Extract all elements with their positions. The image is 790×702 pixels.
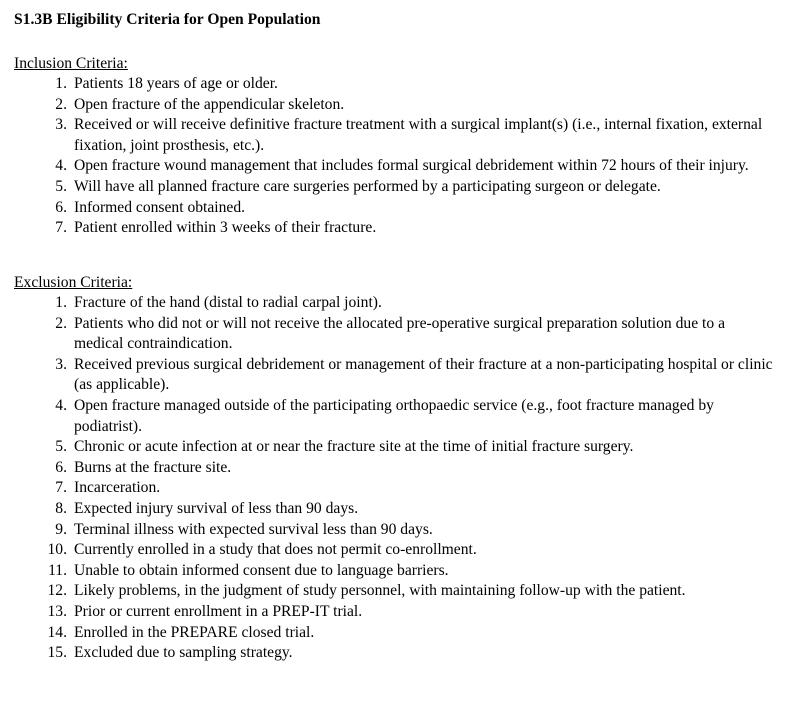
criterion-number: 7. <box>55 479 67 497</box>
criterion-number: 2. <box>55 95 67 113</box>
criterion-text: Will have all planned fracture care surgeries performed by a participating surgeon or delegate. <box>74 177 661 195</box>
criterion-text: Enrolled in the PREPARE closed trial. <box>74 623 315 641</box>
criterion-text: Unable to obtain informed consent due to language barriers. <box>74 561 449 579</box>
exclusion-criterion-1 <box>14 293 784 314</box>
criterion-text: Patient enrolled within 3 weeks of their fracture. <box>74 219 377 237</box>
exclusion-criterion-6 <box>14 458 784 479</box>
inclusion-criterion-4 <box>14 156 784 177</box>
criterion-text: Burns at the fracture site. <box>74 458 232 476</box>
exclusion-criterion-14 <box>14 623 784 644</box>
inclusion-section <box>14 54 784 239</box>
exclusion-criterion-15 <box>14 643 784 664</box>
inclusion-criterion-6 <box>14 198 784 219</box>
criterion-text: Patients who did not or will not receive the allocated pre-operative surgical preparation solution due to a medical contraindication. <box>74 314 725 353</box>
criterion-text: Currently enrolled in a study that does not permit co-enrollment. <box>74 541 477 559</box>
criterion-text: Open fracture wound management that includes formal surgical debridement within 72 hours of their injury. <box>74 157 749 175</box>
exclusion-criterion-10 <box>14 540 784 561</box>
criterion-text: Fracture of the hand (distal to radial carpal joint). <box>74 294 382 311</box>
criterion-text: Informed consent obtained. <box>74 198 246 216</box>
inclusion-criterion-3 <box>14 115 784 156</box>
criterion-number: 1. <box>55 75 67 92</box>
criterion-text: Prior or current enrollment in a PREP-IT trial. <box>74 602 363 620</box>
criterion-number: 13. <box>47 602 67 620</box>
criterion-text: Terminal illness with expected survival less than 90 days. <box>74 520 433 538</box>
inclusion-criterion-5 <box>14 177 784 198</box>
criterion-number: 14. <box>47 623 67 641</box>
criterion-number: 7. <box>55 219 67 237</box>
exclusion-criterion-8 <box>14 499 784 520</box>
inclusion-criterion-7 <box>14 218 784 239</box>
criterion-text: Received or will receive definitive fracture treatment with a surgical implant(s) (i.e., internal fixation, external fixation, joint prosthesis, etc.). <box>74 116 763 154</box>
criterion-number: 6. <box>55 198 67 216</box>
criterion-number: 1. <box>55 294 67 311</box>
criterion-text: Incarceration. <box>74 479 161 497</box>
exclusion-criterion-7 <box>14 478 784 499</box>
inclusion-heading: Inclusion Criteria: <box>14 55 128 72</box>
criterion-number: 5. <box>55 438 67 456</box>
exclusion-criterion-5 <box>14 437 784 458</box>
criterion-number: 15. <box>47 644 67 662</box>
criterion-number: 3. <box>55 355 67 373</box>
criterion-number: 5. <box>55 177 67 195</box>
criterion-number: 4. <box>55 157 67 175</box>
criterion-number: 11. <box>48 561 67 579</box>
exclusion-section <box>14 273 784 664</box>
criterion-text: Received previous surgical debridement or management of their fracture at a non-participating hospital or clinic (as applicable). <box>74 355 773 394</box>
inclusion-criterion-1 <box>14 74 784 95</box>
criterion-number: 9. <box>55 520 67 538</box>
criterion-number: 3. <box>55 116 67 134</box>
criterion-number: 2. <box>55 314 67 332</box>
exclusion-criterion-13 <box>14 602 784 623</box>
criterion-number: 8. <box>55 499 67 517</box>
criterion-text: Open fracture managed outside of the participating orthopaedic service (e.g., foot fracture managed by podiatrist). <box>74 396 714 435</box>
exclusion-list <box>14 293 784 664</box>
exclusion-heading: Exclusion Criteria: <box>14 274 133 291</box>
criterion-text: Likely problems, in the judgment of study personnel, with maintaining follow-up with the patient. <box>74 582 686 600</box>
inclusion-criterion-2 <box>14 95 784 116</box>
criterion-number: 6. <box>55 458 67 476</box>
criterion-number: 10. <box>47 541 67 559</box>
criterion-number: 4. <box>55 396 67 414</box>
page-title: S1.3B Eligibility Criteria for Open Population <box>14 11 321 28</box>
criterion-text: Chronic or acute infection at or near the fracture site at the time of initial fracture surgery. <box>74 438 634 456</box>
exclusion-criterion-9 <box>14 520 784 541</box>
exclusion-criterion-12 <box>14 581 784 602</box>
criterion-text: Patients 18 years of age or older. <box>74 75 278 92</box>
exclusion-criterion-3 <box>14 355 784 396</box>
exclusion-criterion-4 <box>14 396 784 437</box>
inclusion-list <box>14 74 784 239</box>
criterion-text: Excluded due to sampling strategy. <box>74 644 293 662</box>
exclusion-criterion-2 <box>14 314 784 355</box>
criterion-text: Open fracture of the appendicular skeleton. <box>74 95 345 113</box>
exclusion-criterion-11 <box>14 561 784 582</box>
criterion-number: 12. <box>47 582 67 600</box>
criterion-text: Expected injury survival of less than 90 days. <box>74 499 359 517</box>
